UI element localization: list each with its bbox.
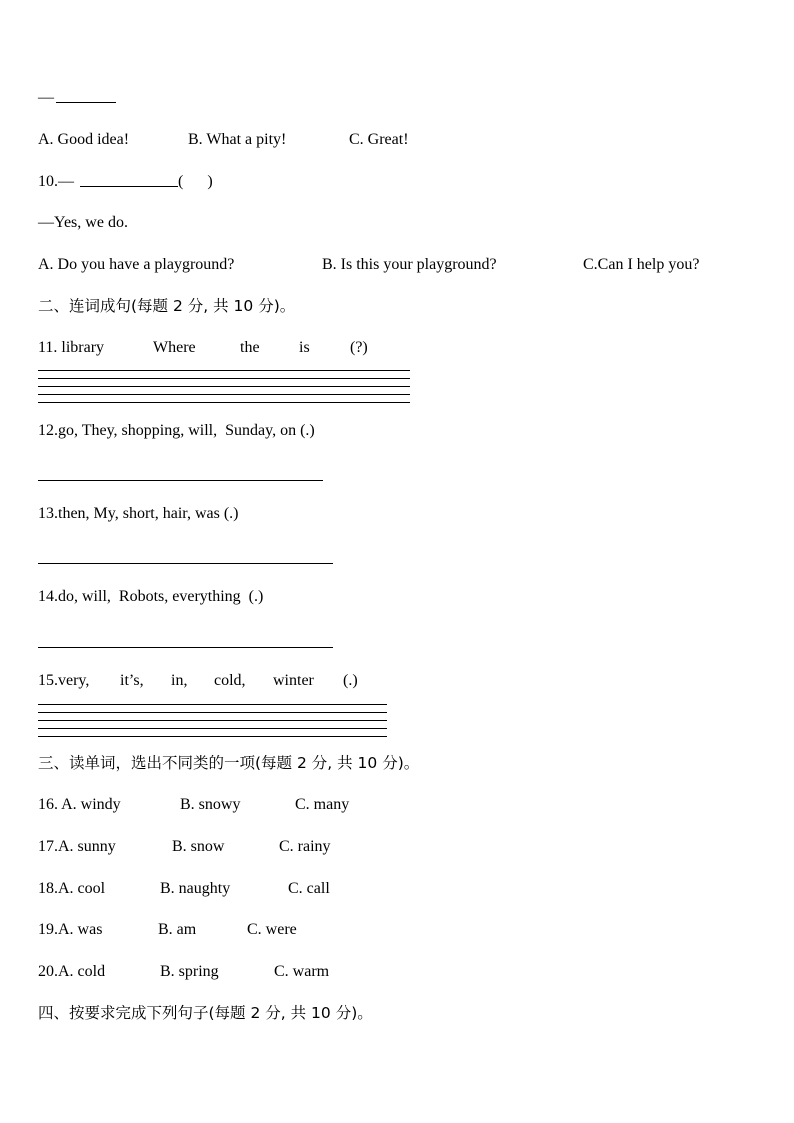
q9-dash: — — [38, 89, 54, 106]
section3-heading: 三、读单词，选出不同类的一项(每题 2 分, 共 10 分)。 — [38, 754, 420, 772]
q10-number: 10.— — [38, 173, 74, 190]
q10-option-b[interactable]: B. Is this your playground? — [322, 256, 497, 273]
q17-option-b[interactable]: B. snow — [172, 838, 225, 855]
q18-option-a[interactable]: 18.A. cool — [38, 880, 106, 897]
q11-answer-rule-3[interactable] — [38, 386, 410, 387]
q11-word-1: 11. library — [38, 339, 105, 356]
q15-word-5: winter — [273, 672, 314, 689]
q15-answer-rule-3[interactable] — [38, 720, 387, 721]
q9-option-c[interactable]: C. Great! — [349, 131, 409, 148]
q9-blank[interactable] — [56, 88, 116, 109]
q14-answer-line[interactable] — [38, 647, 333, 648]
q11-word-3: the — [240, 339, 260, 356]
q16-option-b[interactable]: B. snowy — [180, 796, 241, 813]
q18-option-b[interactable]: B. naughty — [160, 880, 231, 897]
q10-option-a[interactable]: A. Do you have a playground? — [38, 256, 235, 273]
q15-word-3: in, — [171, 672, 188, 689]
q15-word-1: 15.very, — [38, 672, 90, 689]
q11-answer-rule-4[interactable] — [38, 394, 410, 395]
q13-words: 13.then, My, short, hair, was (.) — [38, 505, 239, 522]
q10-blank[interactable] — [80, 172, 178, 193]
q12-words: 12.go, They, shopping, will, Sunday, on (.) — [38, 422, 315, 439]
q15-answer-rule-1[interactable] — [38, 704, 387, 705]
q15-answer-rule-2[interactable] — [38, 712, 387, 713]
q14-words: 14.do, will, Robots, everything (.) — [38, 588, 264, 605]
q16-option-a[interactable]: 16. A. windy — [38, 796, 121, 813]
q15-word-4: cold, — [214, 672, 246, 689]
q10-answer: —Yes, we do. — [38, 214, 128, 231]
q11-word-4: is — [299, 339, 310, 356]
q11-answer-rule-1[interactable] — [38, 370, 410, 371]
q13-answer-line[interactable] — [38, 563, 333, 564]
q15-answer-rule-4[interactable] — [38, 728, 387, 729]
q18-option-c[interactable]: C. call — [288, 880, 330, 897]
q15-answer-rule-5[interactable] — [38, 736, 387, 737]
q19-option-a[interactable]: 19.A. was — [38, 921, 103, 938]
q12-answer-line[interactable] — [38, 480, 323, 481]
section2-heading: 二、连词成句(每题 2 分, 共 10 分)。 — [38, 297, 296, 315]
q11-answer-rule-5[interactable] — [38, 402, 410, 403]
q19-option-c[interactable]: C. were — [247, 921, 297, 938]
q15-word-6: (.) — [343, 672, 358, 689]
q20-option-b[interactable]: B. spring — [160, 963, 219, 980]
q19-option-b[interactable]: B. am — [158, 921, 197, 938]
q11-word-2: Where — [153, 339, 196, 356]
q11-answer-rule-2[interactable] — [38, 378, 410, 379]
q20-option-c[interactable]: C. warm — [274, 963, 330, 980]
q15-word-2: it’s, — [120, 672, 144, 689]
q11-word-5: (?) — [350, 339, 368, 356]
q9-option-b[interactable]: B. What a pity! — [188, 131, 287, 148]
q17-option-a[interactable]: 17.A. sunny — [38, 838, 116, 855]
q9-option-a[interactable]: A. Good idea! — [38, 131, 130, 148]
q17-option-c[interactable]: C. rainy — [279, 838, 331, 855]
q16-option-c[interactable]: C. many — [295, 796, 350, 813]
q10-option-c[interactable]: C.Can I help you? — [583, 256, 700, 273]
q20-option-a[interactable]: 20.A. cold — [38, 963, 106, 980]
q10-paren[interactable]: ( ) — [178, 173, 213, 190]
section4-heading: 四、按要求完成下列句子(每题 2 分, 共 10 分)。 — [38, 1004, 373, 1022]
